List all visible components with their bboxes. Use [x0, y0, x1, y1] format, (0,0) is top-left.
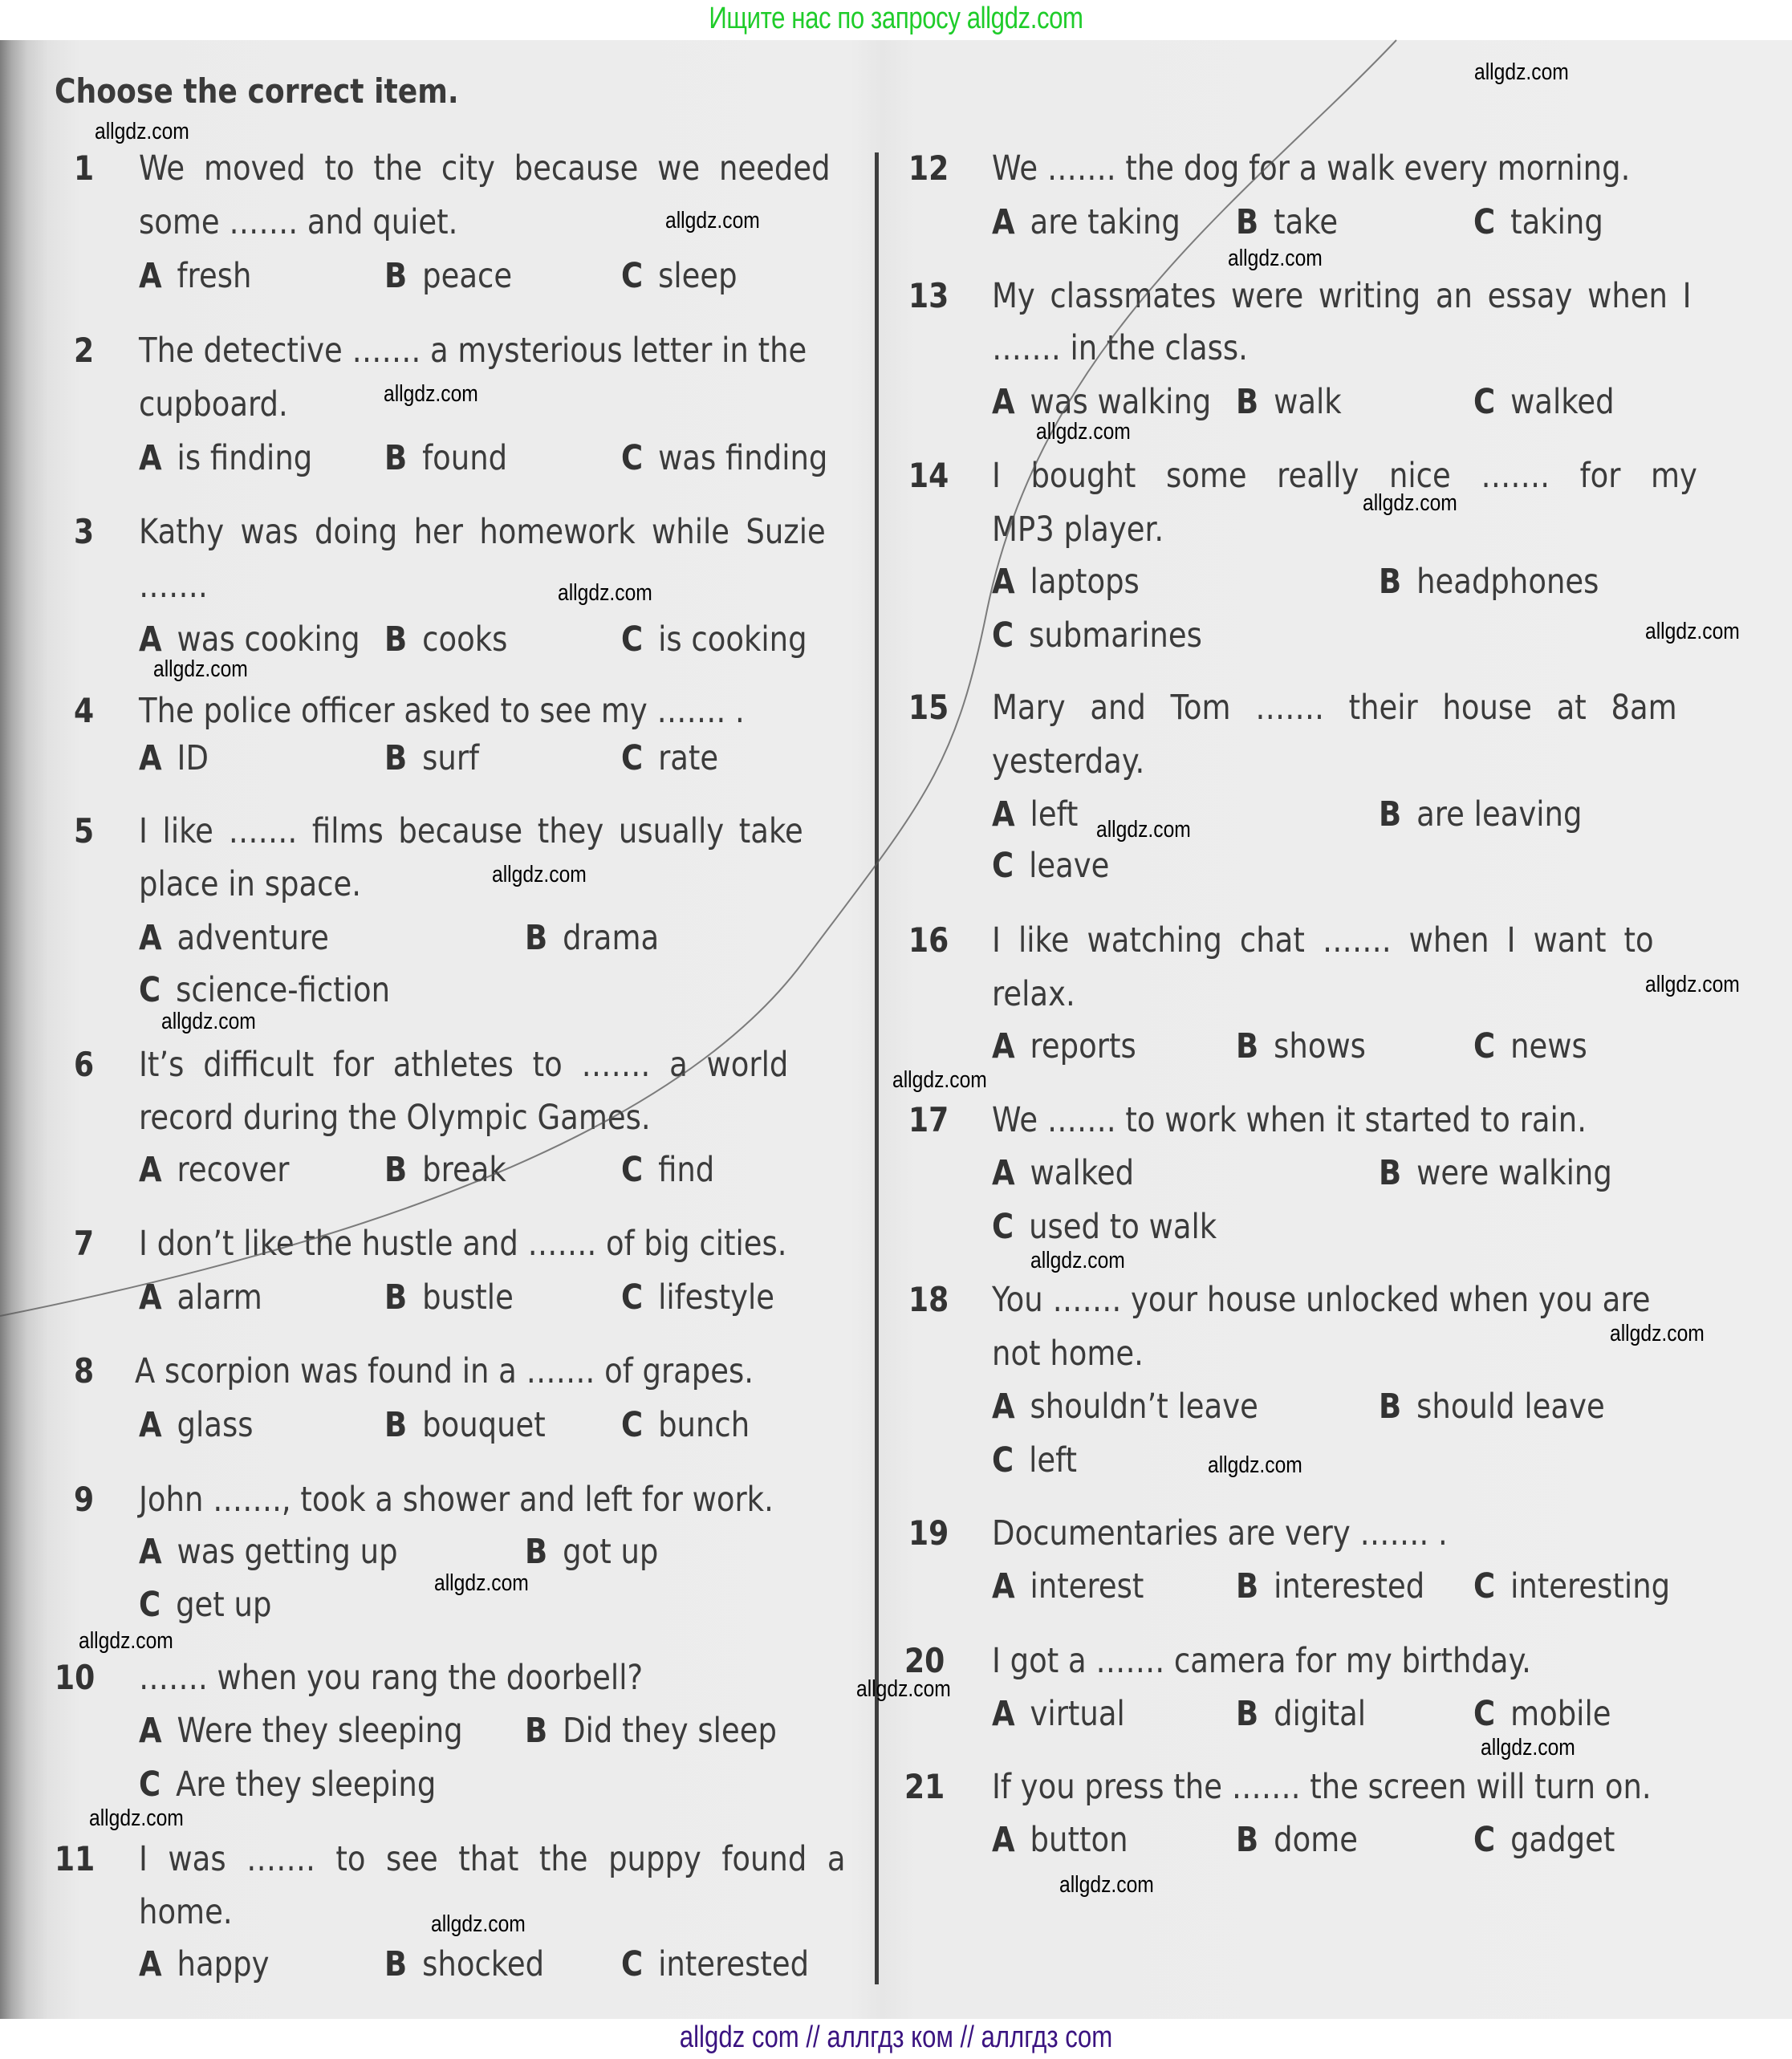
option-a[interactable]: A interest [992, 1566, 1144, 1606]
option-a[interactable]: A adventure [139, 918, 329, 958]
option-c[interactable]: C science-fiction [139, 970, 391, 1010]
question-text: not home. [992, 1334, 1144, 1374]
question-text: Mary and Tom ……. their house at 8am [992, 688, 1677, 728]
option-b[interactable]: B shocked [384, 1944, 545, 1984]
option-a[interactable]: A shouldn’t leave [992, 1387, 1258, 1427]
option-b[interactable]: B bustle [384, 1277, 514, 1318]
watermark: allgdz.com [153, 656, 248, 682]
watermark: allgdz.com [79, 1628, 173, 1654]
question-text: cupboard. [139, 384, 288, 424]
option-b[interactable]: B take [1236, 202, 1339, 242]
option-c[interactable]: C interesting [1473, 1566, 1671, 1606]
question-text: If you press the ……. the screen will turn on. [992, 1767, 1652, 1807]
option-c[interactable]: C leave [992, 846, 1110, 886]
watermark: allgdz.com [384, 381, 478, 407]
question-number: 18 [908, 1280, 949, 1319]
option-a[interactable]: A was walking [992, 382, 1212, 422]
option-c[interactable]: C find [621, 1150, 715, 1190]
option-b[interactable]: B should leave [1379, 1387, 1605, 1427]
option-b[interactable]: B interested [1236, 1566, 1425, 1606]
option-b[interactable]: B drama [525, 918, 660, 958]
watermark: allgdz.com [161, 1009, 256, 1034]
question-text: ……. in the class. [992, 328, 1248, 368]
question-text: yesterday. [992, 741, 1145, 782]
option-b[interactable]: B Did they sleep [525, 1711, 777, 1751]
watermark: allgdz.com [492, 862, 587, 887]
option-a[interactable]: A alarm [139, 1277, 262, 1318]
question-text: My classmates were writing an essay when I [992, 276, 1692, 316]
option-a[interactable]: A recover [139, 1150, 290, 1190]
watermark: allgdz.com [1363, 490, 1457, 516]
option-b[interactable]: B headphones [1379, 562, 1599, 602]
question-number: 12 [908, 148, 949, 188]
question-text: I don’t like the hustle and ……. of big cities. [139, 1224, 787, 1264]
option-c[interactable]: C interested [621, 1944, 810, 1984]
question-text: Kathy was doing her homework while Suzie [139, 512, 826, 552]
question-text: place in space. [139, 864, 361, 904]
option-b[interactable]: B cooks [384, 619, 508, 660]
question-text: record during the Olympic Games. [139, 1098, 651, 1138]
question-number: 13 [908, 276, 949, 315]
question-text: We moved to the city because we needed [139, 148, 831, 189]
site-footer-banner [0, 2019, 1792, 2059]
search-banner-text: Ищите нас по запросу allgdz.com [709, 2, 1083, 35]
option-c[interactable]: C left [992, 1440, 1077, 1480]
question-number: 3 [74, 512, 95, 551]
option-b[interactable]: B surf [384, 738, 480, 778]
question-text: We ……. the dog for a walk every morning. [992, 148, 1631, 189]
question-text: MP3 player. [992, 510, 1164, 550]
question-number: 4 [74, 691, 95, 730]
watermark: allgdz.com [89, 1805, 184, 1831]
option-c[interactable]: C gadget [1473, 1820, 1615, 1860]
option-c[interactable]: C get up [139, 1585, 272, 1625]
option-c[interactable]: C walked [1473, 382, 1615, 422]
watermark: allgdz.com [434, 1570, 529, 1596]
option-b[interactable]: B walk [1236, 382, 1342, 422]
option-c[interactable]: C used to walk [992, 1207, 1217, 1247]
option-c[interactable]: C bunch [621, 1405, 750, 1445]
question-number: 1 [74, 148, 95, 188]
option-c[interactable]: C lifestyle [621, 1277, 775, 1318]
option-c[interactable]: C submarines [992, 615, 1202, 656]
watermark: allgdz.com [1059, 1872, 1154, 1898]
watermark: allgdz.com [1030, 1248, 1125, 1273]
option-b[interactable]: B are leaving [1379, 794, 1583, 835]
option-c[interactable]: C was finding [621, 438, 828, 478]
question-number: 10 [55, 1658, 95, 1697]
option-c[interactable]: C mobile [1473, 1694, 1611, 1734]
question-number: 9 [74, 1480, 95, 1519]
watermark: allgdz.com [1228, 246, 1323, 271]
watermark: allgdz.com [1474, 59, 1569, 85]
option-b[interactable]: B break [384, 1150, 506, 1190]
question-text: I like watching chat ……. when I want to [992, 920, 1654, 960]
question-number: 17 [908, 1100, 949, 1139]
watermark: allgdz.com [1645, 619, 1740, 644]
option-a[interactable]: A laptops [992, 562, 1140, 602]
question-text: ……. [139, 566, 208, 606]
option-c[interactable]: C Are they sleeping [139, 1765, 437, 1805]
option-a[interactable]: A button [992, 1820, 1128, 1860]
column-divider [875, 152, 879, 1984]
question-number: 6 [74, 1045, 95, 1084]
question-text: I was ……. to see that the puppy found a [139, 1839, 846, 1879]
footer-text: allgdz com // аллгдз ком // аллгдз com [679, 2020, 1113, 2054]
option-a[interactable]: A was getting up [139, 1532, 398, 1572]
option-a[interactable]: A happy [139, 1944, 270, 1984]
option-b[interactable]: B found [384, 438, 508, 478]
option-a[interactable]: A are taking [992, 202, 1180, 242]
watermark: allgdz.com [1036, 419, 1131, 445]
question-text: Documentaries are very ……. . [992, 1513, 1448, 1553]
question-text: I got a ……. camera for my birthday. [992, 1641, 1531, 1681]
question-number: 20 [904, 1641, 945, 1680]
watermark: allgdz.com [1096, 817, 1191, 843]
question-text: ……. when you rang the doorbell? [139, 1658, 644, 1698]
question-text: I bought some really nice ……. for my [992, 456, 1697, 496]
question-text: some ……. and quiet. [139, 202, 458, 242]
option-b[interactable]: B got up [525, 1532, 659, 1572]
question-number: 14 [908, 456, 949, 495]
question-number: 7 [74, 1224, 95, 1263]
option-b[interactable]: B peace [384, 256, 513, 296]
watermark: allgdz.com [1481, 1735, 1575, 1761]
option-c[interactable]: C sleep [621, 256, 738, 296]
option-a[interactable]: A was cooking [139, 619, 360, 660]
watermark: allgdz.com [558, 580, 652, 606]
option-a[interactable]: A fresh [139, 256, 252, 296]
option-b[interactable]: B digital [1236, 1694, 1367, 1734]
question-text: home. [139, 1892, 233, 1932]
question-number: 11 [55, 1839, 95, 1878]
watermark: allgdz.com [1645, 972, 1740, 997]
question-text: relax. [992, 974, 1075, 1014]
watermark: allgdz.com [856, 1676, 951, 1702]
option-c[interactable]: C news [1473, 1026, 1587, 1066]
question-number: 2 [74, 331, 95, 370]
question-text: You ……. your house unlocked when you are [992, 1280, 1651, 1320]
question-number: 21 [904, 1767, 945, 1806]
option-a[interactable]: A virtual [992, 1694, 1125, 1734]
question-text: John ……., took a shower and left for work. [139, 1480, 774, 1520]
question-text: The police officer asked to see my ……. . [139, 691, 745, 731]
option-b[interactable]: B bouquet [384, 1405, 546, 1445]
option-b[interactable]: B shows [1236, 1026, 1366, 1066]
question-text: We ……. to work when it started to rain. [992, 1100, 1587, 1140]
option-c[interactable]: C rate [621, 738, 719, 778]
option-a[interactable]: A ID [139, 738, 209, 778]
question-number: 8 [74, 1351, 95, 1391]
question-text: It’s difficult for athletes to ……. a world [139, 1045, 789, 1085]
option-a[interactable]: A walked [992, 1153, 1135, 1193]
option-a[interactable]: A is finding [139, 438, 313, 478]
search-banner [0, 0, 1792, 40]
watermark: allgdz.com [431, 1911, 526, 1937]
option-a[interactable]: A reports [992, 1026, 1136, 1066]
option-c[interactable]: C is cooking [621, 619, 807, 660]
option-c[interactable]: C taking [1473, 202, 1603, 242]
watermark: allgdz.com [95, 119, 189, 144]
watermark: allgdz.com [1610, 1321, 1705, 1346]
question-number: 5 [74, 811, 95, 851]
exercise-title: Choose the correct item. [55, 71, 459, 111]
option-a[interactable]: A Were they sleeping [139, 1711, 463, 1751]
watermark: allgdz.com [1208, 1452, 1302, 1478]
watermark: allgdz.com [665, 208, 760, 234]
question-number: 15 [908, 688, 949, 727]
question-number: 16 [908, 920, 949, 960]
question-text: A scorpion was found in a ……. of grapes. [135, 1351, 754, 1391]
option-a[interactable]: A glass [139, 1405, 254, 1445]
question-text: The detective ……. a mysterious letter in the [139, 331, 807, 371]
question-number: 19 [908, 1513, 949, 1553]
option-b[interactable]: B dome [1236, 1820, 1358, 1860]
option-a[interactable]: A left [992, 794, 1079, 835]
option-b[interactable]: B were walking [1379, 1153, 1612, 1193]
watermark: allgdz.com [892, 1067, 987, 1093]
question-text: I like ……. films because they usually take [139, 811, 803, 851]
